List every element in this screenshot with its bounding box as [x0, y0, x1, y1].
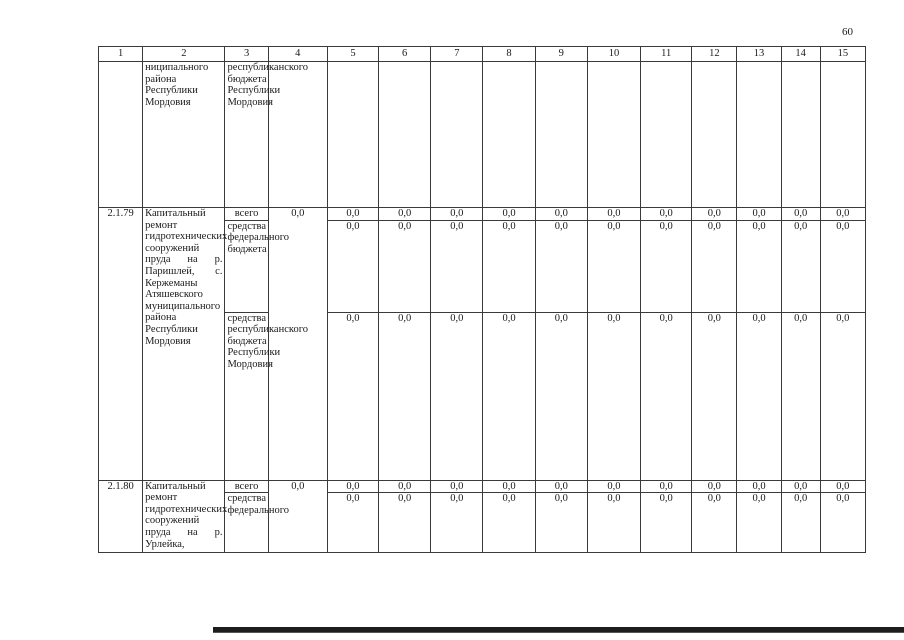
header-cell: 15 — [820, 47, 865, 62]
value-cell — [781, 62, 820, 208]
value-cell — [692, 62, 737, 208]
value-cell: 0,0 — [483, 208, 535, 221]
value-cell — [379, 62, 431, 208]
value-cell: 0,0 — [781, 480, 820, 493]
value-cell: 0,0 — [737, 480, 781, 493]
value-cell: 0,0 — [641, 480, 692, 493]
row-code: 2.1.80 — [99, 480, 143, 553]
header-cell: 9 — [535, 47, 587, 62]
col4-value: 0,0 — [268, 480, 327, 553]
row-2-1-80-total — [99, 480, 866, 493]
header-cell: 12 — [692, 47, 737, 62]
value-cell: 0,0 — [587, 480, 640, 493]
header-cell: 8 — [483, 47, 535, 62]
value-cell: 0,0 — [692, 312, 737, 480]
value-cell — [587, 62, 640, 208]
header-cell: 3 — [225, 47, 268, 62]
value-cell: 0,0 — [535, 312, 587, 480]
source-label: средства федерального бюджета — [225, 220, 268, 312]
value-cell: 0,0 — [327, 220, 378, 312]
value-cell: 0,0 — [737, 208, 781, 221]
value-cell: 0,0 — [535, 208, 587, 221]
value-cell: 0,0 — [641, 312, 692, 480]
value-cell: 0,0 — [431, 312, 483, 480]
header-cell: 2 — [143, 47, 225, 62]
header-row — [99, 47, 866, 62]
value-cell: 0,0 — [692, 480, 737, 493]
header-cell: 13 — [737, 47, 781, 62]
code-cell — [99, 62, 143, 208]
value-cell: 0,0 — [483, 220, 535, 312]
value-cell: 0,0 — [692, 493, 737, 553]
value-cell: 0,0 — [327, 480, 378, 493]
value-cell: 0,0 — [327, 493, 378, 553]
value-cell: 0,0 — [692, 208, 737, 221]
value-cell: 0,0 — [737, 220, 781, 312]
source-label: средства республиканского бюджета Республики Мордовия — [225, 312, 268, 480]
value-cell: 0,0 — [781, 220, 820, 312]
source-label: средства федерального — [225, 493, 268, 553]
header-cell: 4 — [268, 47, 327, 62]
object-name-cell: Капитальный ремонт гидротехнических сооружений пруда на р. Урлейка, — [143, 480, 225, 553]
value-cell: 0,0 — [781, 312, 820, 480]
value-cell — [737, 62, 781, 208]
header-cell: 5 — [327, 47, 378, 62]
value-cell: 0,0 — [781, 493, 820, 553]
value-cell: 0,0 — [379, 480, 431, 493]
page-number: 60 — [842, 26, 853, 38]
value-cell: 0,0 — [820, 493, 865, 553]
value-cell: 0,0 — [692, 220, 737, 312]
header-cell: 11 — [641, 47, 692, 62]
value-cell: 0,0 — [483, 312, 535, 480]
value-cell: 0,0 — [641, 220, 692, 312]
value-cell: 0,0 — [737, 493, 781, 553]
value-cell: 0,0 — [379, 312, 431, 480]
value-cell: 0,0 — [431, 493, 483, 553]
header-cell: 6 — [379, 47, 431, 62]
row-code: 2.1.79 — [99, 208, 143, 481]
value-cell: 0,0 — [379, 493, 431, 553]
value-cell: 0,0 — [431, 220, 483, 312]
value-cell: 0,0 — [820, 312, 865, 480]
value-cell: 0,0 — [820, 220, 865, 312]
row-2-1-79-total — [99, 208, 866, 221]
object-name-cell: ниципального района Республики Мордовия — [143, 62, 225, 208]
value-cell: 0,0 — [431, 208, 483, 221]
value-cell: 0,0 — [641, 208, 692, 221]
source-label: всего — [225, 480, 268, 493]
continuation-row — [99, 62, 866, 208]
header-cell: 10 — [587, 47, 640, 62]
value-cell — [641, 62, 692, 208]
value-cell: 0,0 — [820, 480, 865, 493]
value-cell — [535, 62, 587, 208]
value-cell — [483, 62, 535, 208]
value-cell: 0,0 — [587, 220, 640, 312]
value-cell: 0,0 — [535, 480, 587, 493]
value-cell — [431, 62, 483, 208]
source-cell: республиканского бюджета Республики Мордовия — [225, 62, 268, 208]
scan-edge-line — [213, 632, 904, 633]
value-cell — [820, 62, 865, 208]
col4-value: 0,0 — [268, 208, 327, 481]
value-cell: 0,0 — [431, 480, 483, 493]
source-label: всего — [225, 208, 268, 221]
value-cell: 0,0 — [820, 208, 865, 221]
value-cell: 0,0 — [535, 220, 587, 312]
value-cell: 0,0 — [587, 312, 640, 480]
value-cell: 0,0 — [327, 312, 378, 480]
value-cell: 0,0 — [781, 208, 820, 221]
header-cell: 14 — [781, 47, 820, 62]
value-cell: 0,0 — [587, 493, 640, 553]
header-cell: 7 — [431, 47, 483, 62]
value-cell: 0,0 — [737, 312, 781, 480]
value-cell: 0,0 — [379, 208, 431, 221]
value-cell: 0,0 — [379, 220, 431, 312]
value-cell — [327, 62, 378, 208]
object-name-cell: Капитальный ремонт гидротехнических сооружений пруда на р. Паришлей, с. Кержеманы Атяшевского муниципального района Республики Мордовия — [143, 208, 225, 481]
value-cell: 0,0 — [587, 208, 640, 221]
value-cell: 0,0 — [327, 208, 378, 221]
value-cell: 0,0 — [535, 493, 587, 553]
header-cell: 1 — [99, 47, 143, 62]
value-cell — [268, 62, 327, 208]
value-cell: 0,0 — [483, 493, 535, 553]
value-cell: 0,0 — [641, 493, 692, 553]
value-cell: 0,0 — [483, 480, 535, 493]
budget-table — [98, 46, 866, 553]
